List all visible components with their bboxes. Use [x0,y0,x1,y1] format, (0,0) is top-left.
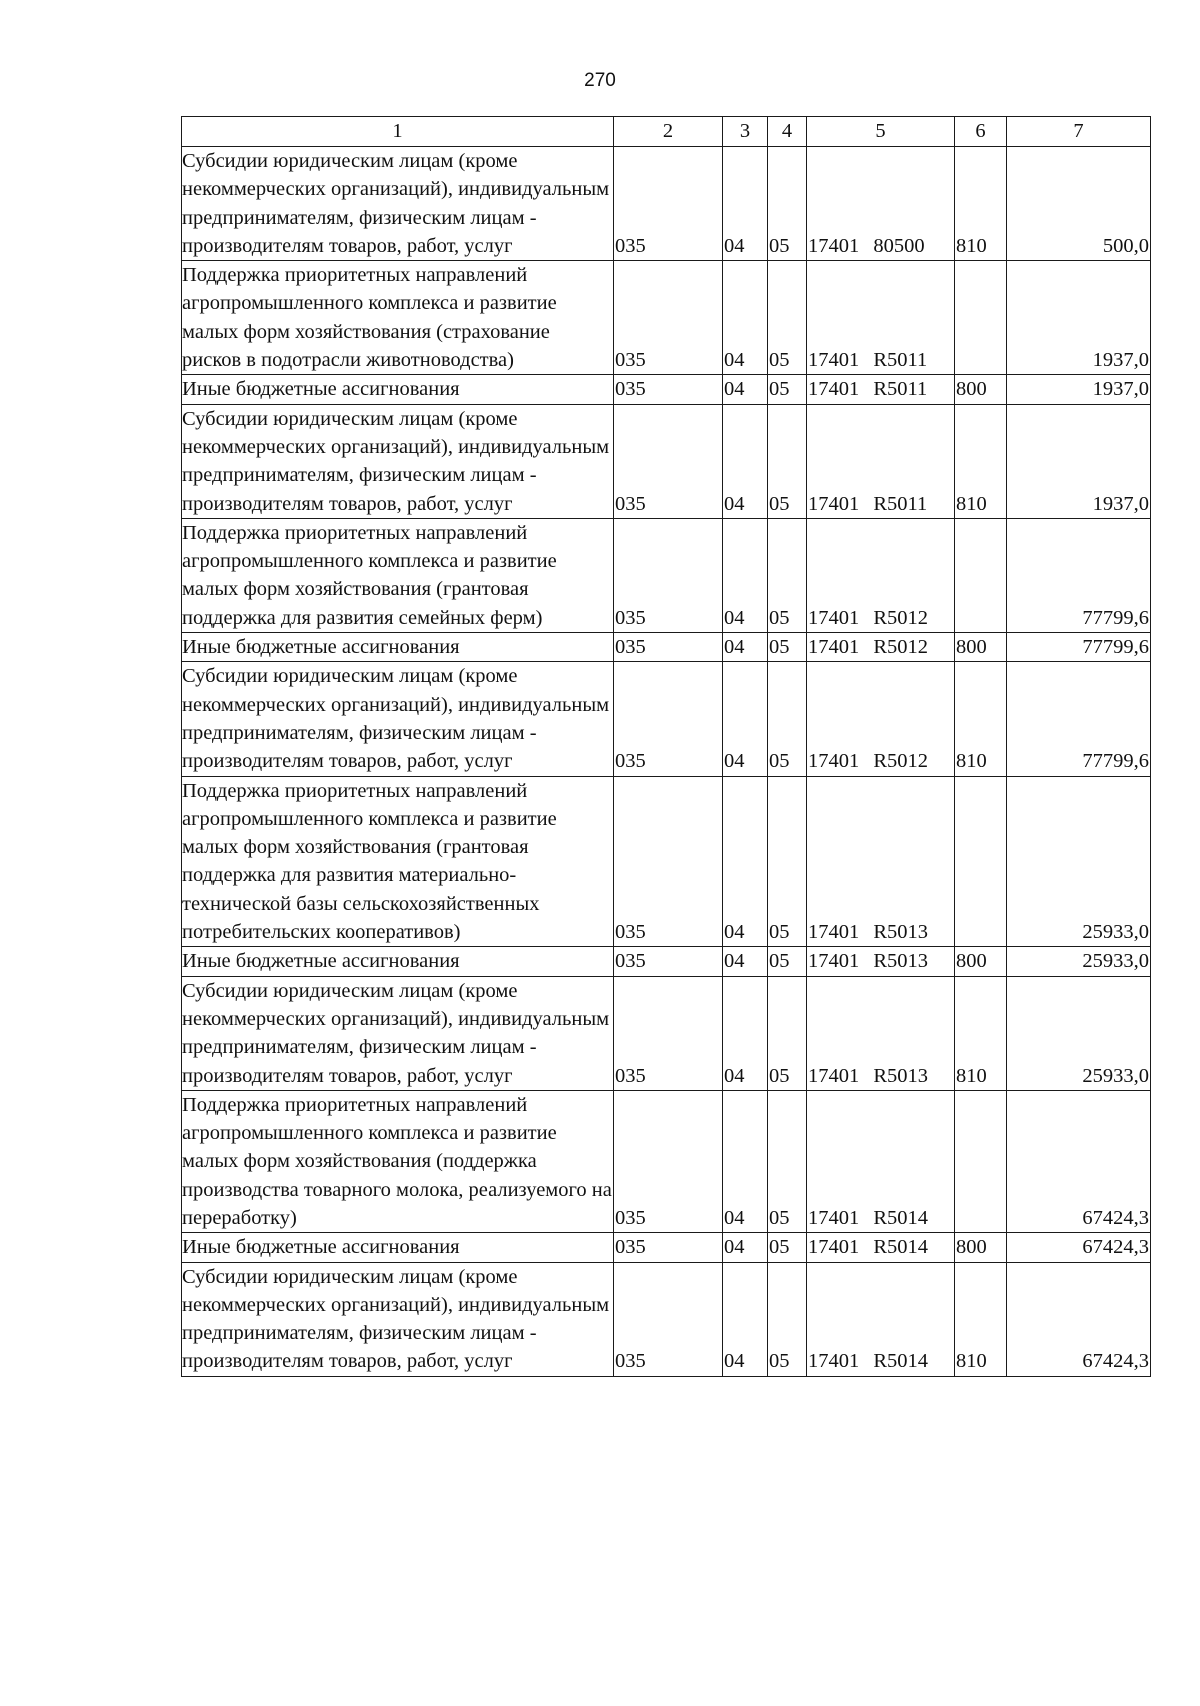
row-expense-type-cell: 800 [955,1233,1007,1262]
row-expense-type-cell [955,261,1007,375]
row-target-article-cell: 17401 R5011 [807,404,955,518]
row-amount-cell: 77799,6 [1007,662,1151,776]
row-amount-cell: 25933,0 [1007,976,1151,1090]
row-target-article-cell: 17401 R5011 [807,375,955,404]
table-row [182,947,1151,976]
row-name-cell: Поддержка приоритетных направлений агропромышленного комплекса и развитие малых форм хозяйствования (грантовая поддержка для развития семейных ферм) [182,518,614,632]
row-section-cell: 04 [723,633,768,662]
row-subsection-cell: 05 [768,976,807,1090]
row-subsection-cell: 05 [768,147,807,261]
row-amount-cell: 67424,3 [1007,1233,1151,1262]
table-row [182,662,1151,776]
row-section-cell: 04 [723,976,768,1090]
row-subsection-cell: 05 [768,518,807,632]
row-admin-code-cell: 035 [614,261,723,375]
row-section-cell: 04 [723,1262,768,1376]
row-amount-cell: 1937,0 [1007,375,1151,404]
row-expense-type-cell: 810 [955,147,1007,261]
column-header: 2 [614,117,723,147]
row-subsection-cell: 05 [768,261,807,375]
row-expense-type-cell: 810 [955,662,1007,776]
row-admin-code-cell: 035 [614,404,723,518]
row-target-article-cell: 17401 R5013 [807,776,955,947]
table-row [182,1262,1151,1376]
column-header: 3 [723,117,768,147]
row-target-article-cell: 17401 R5012 [807,662,955,776]
row-amount-cell: 77799,6 [1007,633,1151,662]
row-target-article-cell: 17401 R5011 [807,261,955,375]
row-section-cell: 04 [723,147,768,261]
row-expense-type-cell [955,1090,1007,1232]
row-name-cell: Поддержка приоритетных направлений агропромышленного комплекса и развитие малых форм хозяйствования (грантовая поддержка для развития материально-технической базы сельскохозяйственных потребительских кооперативов) [182,776,614,947]
table-row [182,633,1151,662]
row-admin-code-cell: 035 [614,662,723,776]
row-admin-code-cell: 035 [614,633,723,662]
column-header: 6 [955,117,1007,147]
row-admin-code-cell: 035 [614,947,723,976]
row-name-cell: Иные бюджетные ассигнования [182,947,614,976]
table-row [182,1233,1151,1262]
row-subsection-cell: 05 [768,947,807,976]
row-target-article-cell: 17401 80500 [807,147,955,261]
row-admin-code-cell: 035 [614,976,723,1090]
table-row [182,375,1151,404]
row-admin-code-cell: 035 [614,1090,723,1232]
table-row [182,776,1151,947]
row-section-cell: 04 [723,261,768,375]
column-header: 7 [1007,117,1151,147]
row-subsection-cell: 05 [768,1233,807,1262]
row-expense-type-cell [955,776,1007,947]
row-admin-code-cell: 035 [614,1233,723,1262]
row-expense-type-cell: 810 [955,976,1007,1090]
row-name-cell: Субсидии юридическим лицам (кроме некоммерческих организаций), индивидуальным предпринимателям, физическим лицам - производителям товаров, работ, услуг [182,976,614,1090]
row-target-article-cell: 17401 R5012 [807,633,955,662]
row-admin-code-cell: 035 [614,375,723,404]
row-admin-code-cell: 035 [614,1262,723,1376]
row-section-cell: 04 [723,375,768,404]
row-section-cell: 04 [723,776,768,947]
row-expense-type-cell: 800 [955,375,1007,404]
row-expense-type-cell: 810 [955,404,1007,518]
row-section-cell: 04 [723,518,768,632]
row-name-cell: Поддержка приоритетных направлений агропромышленного комплекса и развитие малых форм хозяйствования (страхование рисков в подотрасли животноводства) [182,261,614,375]
row-subsection-cell: 05 [768,776,807,947]
row-name-cell: Поддержка приоритетных направлений агропромышленного комплекса и развитие малых форм хозяйствования (поддержка производства товарного молока, реализуемого на переработку) [182,1090,614,1232]
table-row [182,976,1151,1090]
column-header: 4 [768,117,807,147]
column-header: 1 [182,117,614,147]
row-name-cell: Иные бюджетные ассигнования [182,633,614,662]
row-name-cell: Субсидии юридическим лицам (кроме некоммерческих организаций), индивидуальным предпринимателям, физическим лицам - производителям товаров, работ, услуг [182,662,614,776]
row-subsection-cell: 05 [768,1262,807,1376]
row-admin-code-cell: 035 [614,776,723,947]
row-name-cell: Субсидии юридическим лицам (кроме некоммерческих организаций), индивидуальным предпринимателям, физическим лицам - производителям товаров, работ, услуг [182,147,614,261]
row-target-article-cell: 17401 R5014 [807,1090,955,1232]
row-subsection-cell: 05 [768,1090,807,1232]
row-section-cell: 04 [723,1090,768,1232]
row-name-cell: Иные бюджетные ассигнования [182,375,614,404]
table-row [182,147,1151,261]
row-amount-cell: 1937,0 [1007,404,1151,518]
row-target-article-cell: 17401 R5014 [807,1262,955,1376]
row-target-article-cell: 17401 R5013 [807,976,955,1090]
row-name-cell: Субсидии юридическим лицам (кроме некоммерческих организаций), индивидуальным предпринимателям, физическим лицам - производителям товаров, работ, услуг [182,1262,614,1376]
row-section-cell: 04 [723,404,768,518]
row-name-cell: Иные бюджетные ассигнования [182,1233,614,1262]
row-expense-type-cell: 810 [955,1262,1007,1376]
row-name-cell: Субсидии юридическим лицам (кроме некоммерческих организаций), индивидуальным предпринимателям, физическим лицам - производителям товаров, работ, услуг [182,404,614,518]
row-target-article-cell: 17401 R5012 [807,518,955,632]
table-row [182,1090,1151,1232]
header-row [182,117,1151,147]
table-body [182,147,1151,1377]
table-row [182,404,1151,518]
row-expense-type-cell: 800 [955,633,1007,662]
row-section-cell: 04 [723,1233,768,1262]
row-admin-code-cell: 035 [614,147,723,261]
row-amount-cell: 25933,0 [1007,947,1151,976]
row-amount-cell: 67424,3 [1007,1090,1151,1232]
column-header: 5 [807,117,955,147]
row-amount-cell: 500,0 [1007,147,1151,261]
table-row [182,261,1151,375]
row-target-article-cell: 17401 R5013 [807,947,955,976]
row-expense-type-cell [955,518,1007,632]
row-amount-cell: 77799,6 [1007,518,1151,632]
row-expense-type-cell: 800 [955,947,1007,976]
row-admin-code-cell: 035 [614,518,723,632]
table-row [182,518,1151,632]
row-amount-cell: 1937,0 [1007,261,1151,375]
row-subsection-cell: 05 [768,404,807,518]
row-section-cell: 04 [723,947,768,976]
row-target-article-cell: 17401 R5014 [807,1233,955,1262]
row-amount-cell: 25933,0 [1007,776,1151,947]
row-subsection-cell: 05 [768,375,807,404]
row-subsection-cell: 05 [768,662,807,776]
row-section-cell: 04 [723,662,768,776]
budget-table [181,116,1151,1377]
row-subsection-cell: 05 [768,633,807,662]
row-amount-cell: 67424,3 [1007,1262,1151,1376]
page-number: 270 [584,70,616,91]
